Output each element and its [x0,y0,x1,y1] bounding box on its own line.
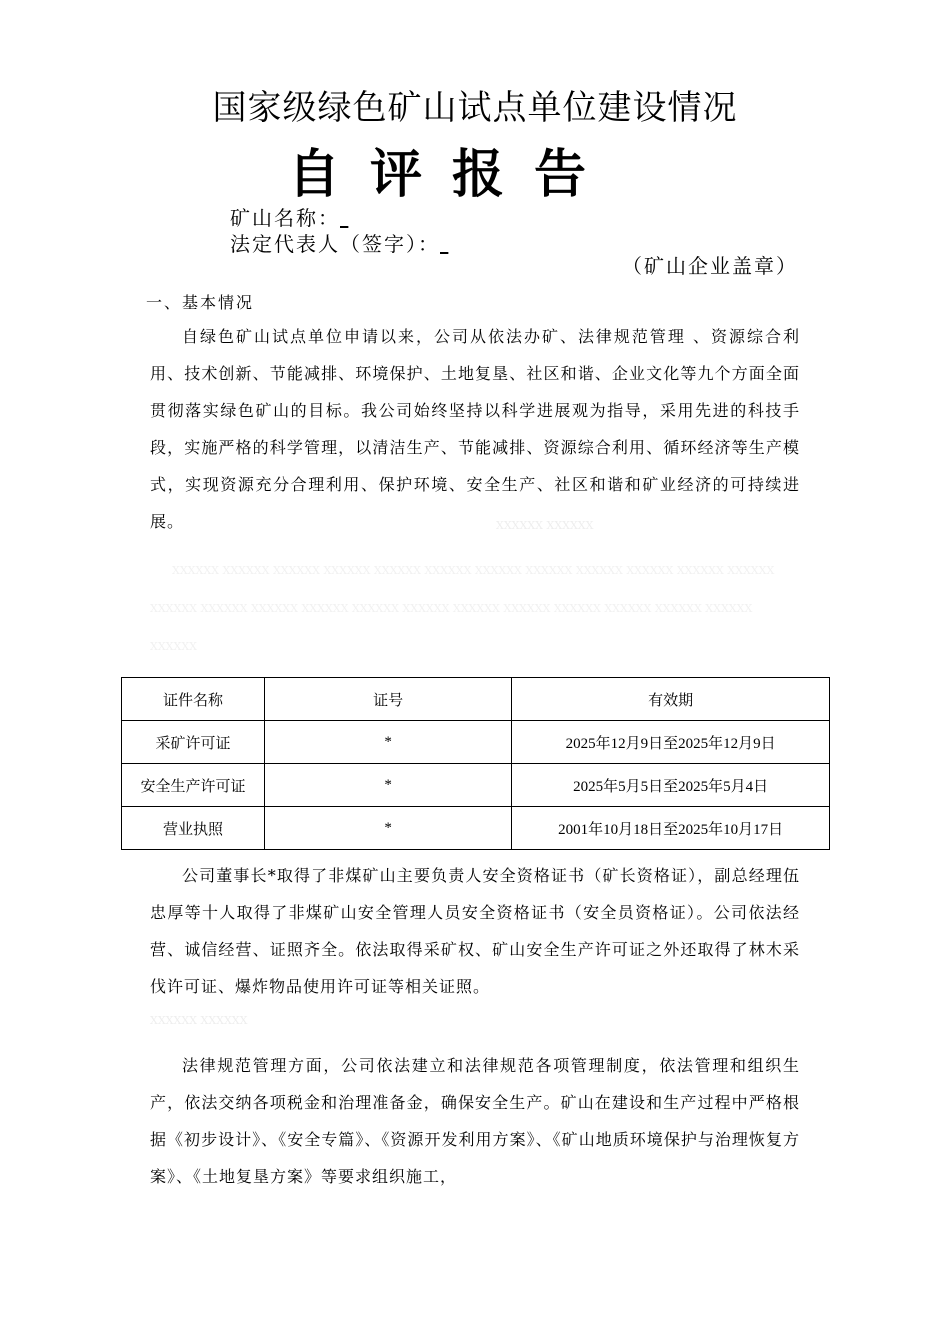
paragraph-intro: 自绿色矿山试点单位申请以来，公司从依法办矿、法律规范管理 、资源综合利用、技术创新、节能减排、环境保护、土地复垦、社区和谐、企业文化等九个方面全面贯彻落实绿色矿山的目标。我公司始终坚持以科学进展观为指导，采用先进的科技手段，实施严格的科学管理，以清洁生产、节能减排、资源综合利用、循环经济等生产模式，实现资源充分合理利用、保护环境、安全生产、社区和谐和矿业经济的可持续进展。 [150,327,800,531]
legal-rep-blank [440,232,448,256]
report-title: 国家级绿色矿山试点单位建设情况 [212,88,738,128]
certificate-table [121,677,830,850]
column-header-cert-name: 证件名称 [122,678,265,721]
legal-rep-field [230,228,448,257]
table-header-row [122,678,830,721]
cert-validity-cell: 2025年5月5日至2025年5月4日 [512,764,830,807]
paragraph-qualifications: 公司董事长*取得了非煤矿山主要负责人安全资格证书（矿长资格证），副总经理伍忠厚等十人取得了非煤矿山安全管理人员安全资格证书（安全员资格证）。公司依法经营、诚信经营、证照齐全。依法取得采矿权、矿山安全生产许可证之外还取得了林木采伐许可证、爆炸物品使用许可证等相关证照。 [150,866,800,996]
column-header-cert-number: 证号 [264,678,511,721]
mine-name-blank [340,206,348,230]
faint-watermark-paragraph: XXXXXX XXXXXX XXXXXX XXXXXX XXXXXX XXXXXX XXXXXX XXXXXX XXXXXX XXXXXX XXXXXX XXXXXX XXXXXX XXXXXX XXXXXX XXXXXX XXXXXX XXXXXX XXXXXX XXXXXX XXXXXX XXXXXX XXXXXX XXXXXX XXXXXX [150,564,775,653]
mine-name-field [230,202,348,231]
cert-number-cell: * [264,807,511,850]
cert-number-cell: * [264,764,511,807]
mine-name-label: 矿山名称： [230,206,340,230]
cert-validity-cell: 2001年10月18日至2025年10月17日 [512,807,830,850]
cert-name-cell: 安全生产许可证 [122,764,265,807]
paragraph-legal-management: 法律规范管理方面，公司依法建立和法律规范各项管理制度，依法管理和组织生产，依法交纳各项税金和治理准备金，确保安全生产。矿山在建设和生产过程中严格根据《初步设计》、《安全专篇》、《资源开发利用方案》、《矿山地质环境保护与治理恢复方案》、《土地复垦方案》等要求组织施工， [150,1056,800,1186]
cert-name-cell: 营业执照 [122,807,265,850]
faint-watermark-text: XXXXXX XXXXXX [496,519,594,532]
legal-rep-label: 法定代表人（签字）： [230,232,440,256]
company-seal-note: （矿山企业盖章） [622,254,798,278]
cert-name-cell: 采矿许可证 [122,721,265,764]
report-subtitle: 自评报告 [288,144,617,205]
table-row [122,721,830,764]
column-header-validity: 有效期 [512,678,830,721]
cert-number-cell: * [264,721,511,764]
faint-watermark-text: XXXXXX XXXXXX [150,1014,248,1027]
cert-validity-cell: 2025年12月9日至2025年12月9日 [512,721,830,764]
section-heading-basic: 一、基本情况 [146,293,255,312]
table-row [122,764,830,807]
table-row [122,807,830,850]
